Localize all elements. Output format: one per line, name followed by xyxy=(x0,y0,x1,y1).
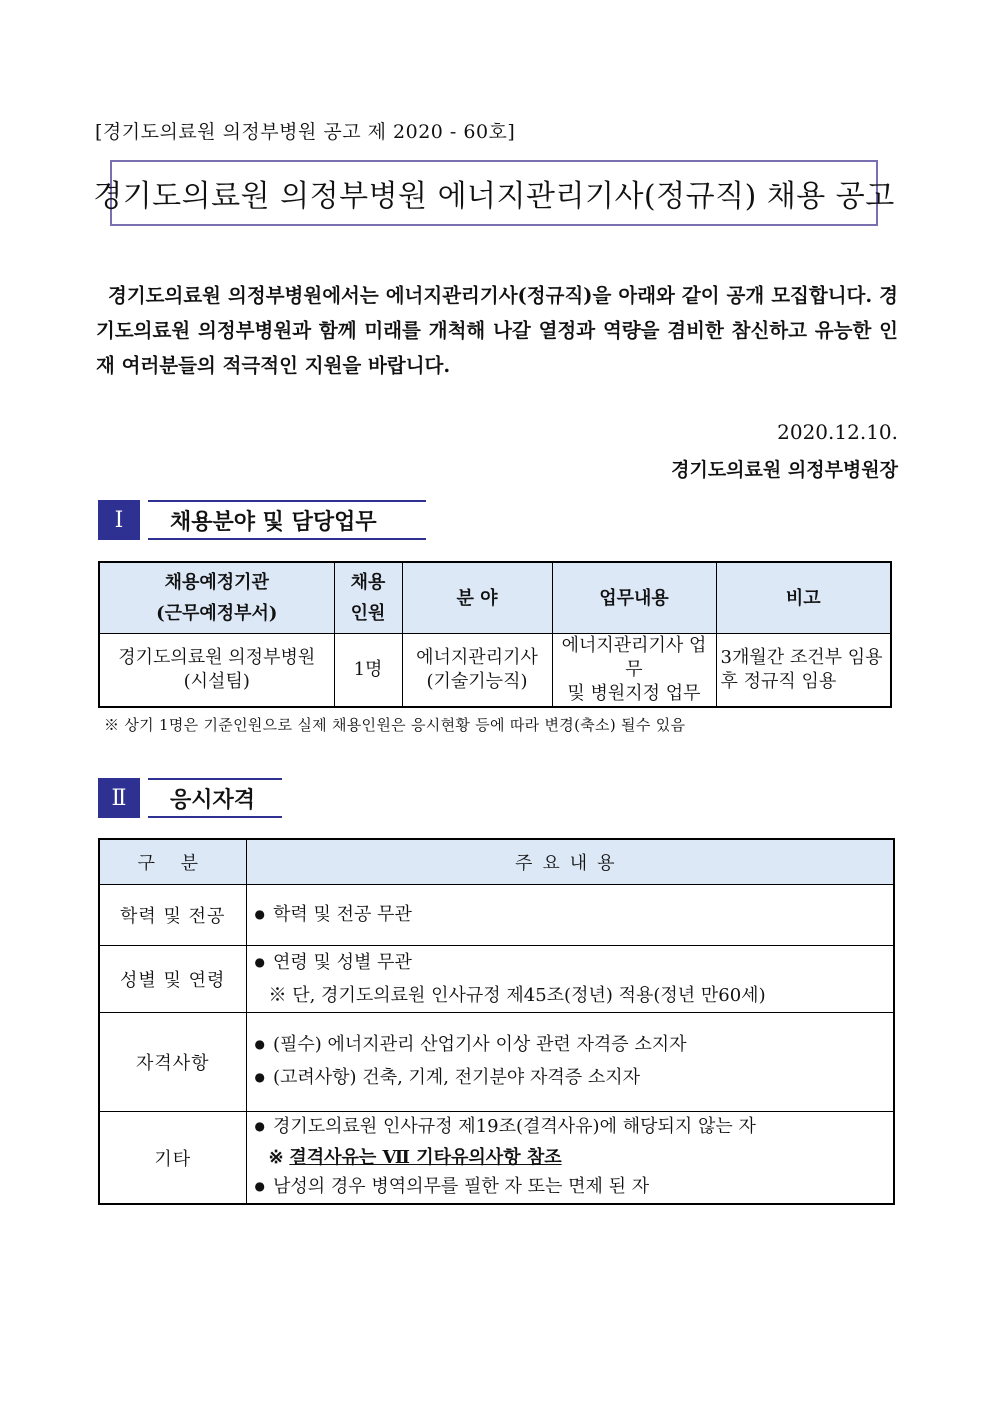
table-row xyxy=(99,634,891,708)
recruitment-table xyxy=(98,561,892,708)
table-row: 성별 및 연령 ● 연령 및 성별 무관 ※ 단, 경기도의료원 인사규정 제45조(정년) 적용(정년 만60세) xyxy=(99,946,894,1013)
header-content: 주요내용 xyxy=(246,839,894,885)
header-org: 채용예정기관 (근무예정부서) xyxy=(99,562,334,634)
cell-field: 에너지관리기사 (기술기능직) xyxy=(402,634,552,708)
notice-date: 2020.12.10. xyxy=(777,420,898,444)
cell-org: 경기도의료원 의정부병원 (시설팀) xyxy=(99,634,334,708)
table-note: ※ 상기 1명은 기준인원으로 실제 채용인원은 응시현황 등에 따라 변경(축소) 될수 있음 xyxy=(104,716,686,734)
header-remark: 비고 xyxy=(716,562,891,634)
table-row: 자격사항 ● (필수) 에너지관리 산업기사 이상 관련 자격증 소지자 ● (고려사항) 건축, 기계, 전기분야 자격증 소지자 xyxy=(99,1013,894,1112)
header-category: 구 분 xyxy=(99,839,246,885)
section-number: Ⅰ xyxy=(98,500,140,540)
section-number: Ⅱ xyxy=(98,778,140,818)
section-1-heading xyxy=(98,497,426,540)
section-title: 응시자격 xyxy=(148,778,282,818)
qualification-table xyxy=(98,838,895,1205)
header-duty: 업무내용 xyxy=(552,562,716,634)
notice-number: [경기도의료원 의정부병원 공고 제 2020 - 60호] xyxy=(95,121,516,143)
header-count: 채용 인원 xyxy=(334,562,402,634)
section-2-heading xyxy=(98,775,282,818)
intro-paragraph: 경기도의료원 의정부병원에서는 에너지관리기사(정규직)을 아래와 같이 공개 모집합니다. 경기도의료원 의정부병원과 함께 미래를 개척해 나갈 열정과 역량을 겸비한 참신하고 유능한 인재 여러분들의 적극적인 지원을 바랍니다. xyxy=(96,284,898,377)
cell-duty: 에너지관리기사 업무 및 병원지정 업무 xyxy=(552,634,716,708)
header-field: 분 야 xyxy=(402,562,552,634)
section-title: 채용분야 및 담당업무 xyxy=(148,500,426,540)
cell-count: 1명 xyxy=(334,634,402,708)
page-title: 경기도의료원 의정부병원 에너지관리기사(정규직) 채용 공고 xyxy=(110,160,878,226)
signer: 경기도의료원 의정부병원장 xyxy=(671,459,898,481)
table-row: 기타 ● 경기도의료원 인사규정 제19조(결격사유)에 해당되지 않는 자 ※ 결격사유는 Ⅶ 기타유의사항 참조 ● 남성의 경우 병역의무를 필한 자 또는 면제 된 자 xyxy=(99,1112,894,1205)
cell-remark: 3개월간 조건부 임용 후 정규직 임용 xyxy=(716,634,891,708)
table-row: 학력 및 전공 ● 학력 및 전공 무관 xyxy=(99,885,894,946)
